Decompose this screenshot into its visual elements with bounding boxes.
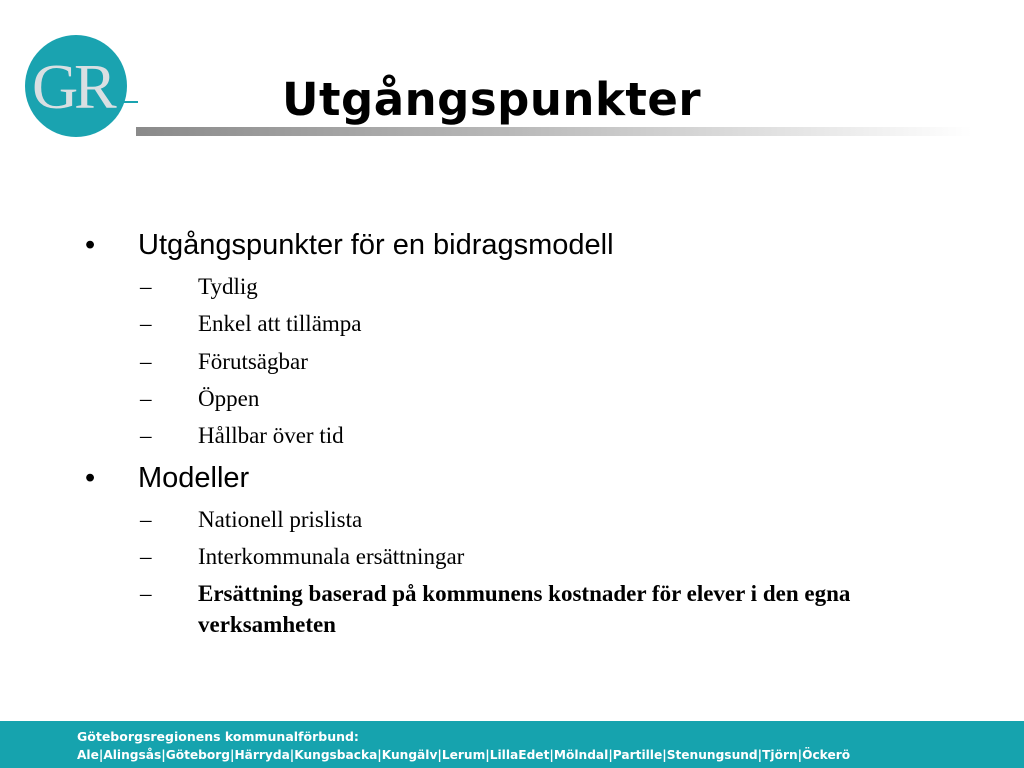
sub-item-text: Ersättning baserad på kommunens kostnader för elever i den egna verksamheten [198,581,851,637]
footer-municipalities: Ale|Alingsås|Göteborg|Härryda|Kungsbacka|Kungälv|Lerum|LillaEdet|Mölndal|Partille|Stenungsund|Tjörn|Öckerö [77,748,851,762]
slide-title: Utgångspunkter [282,73,702,126]
sub-item-text: Interkommunala ersättningar [198,544,465,569]
sub-item-text: Enkel att tillämpa [198,311,362,336]
sub-item-text: Nationell prislista [198,507,363,532]
bullet-marker: • [85,229,96,261]
sub-item-text: Hållbar över tid [198,423,344,448]
bullet-text: Modeller [138,462,250,494]
dash-marker: – [140,507,152,532]
bullet-marker: • [85,462,96,494]
sub-item-text: Öppen [198,386,260,411]
dash-marker: – [140,423,152,448]
logo-r-letter: R [74,51,117,122]
footer-org-name: Göteborgsregionens kommunalförbund: [77,729,359,744]
sub-item-text: Förutsägbar [198,349,308,374]
dash-marker: – [140,581,152,606]
dash-marker: – [140,311,152,336]
dash-marker: – [140,386,152,411]
bullet-text: Utgångspunkter för en bidragsmodell [138,229,614,261]
footer-bar [0,721,1024,768]
logo-g-letter: G [32,51,79,122]
dash-marker: – [140,544,152,569]
dash-marker: – [140,349,152,374]
dash-marker: – [140,274,152,299]
sub-item-text: Tydlig [198,274,258,299]
